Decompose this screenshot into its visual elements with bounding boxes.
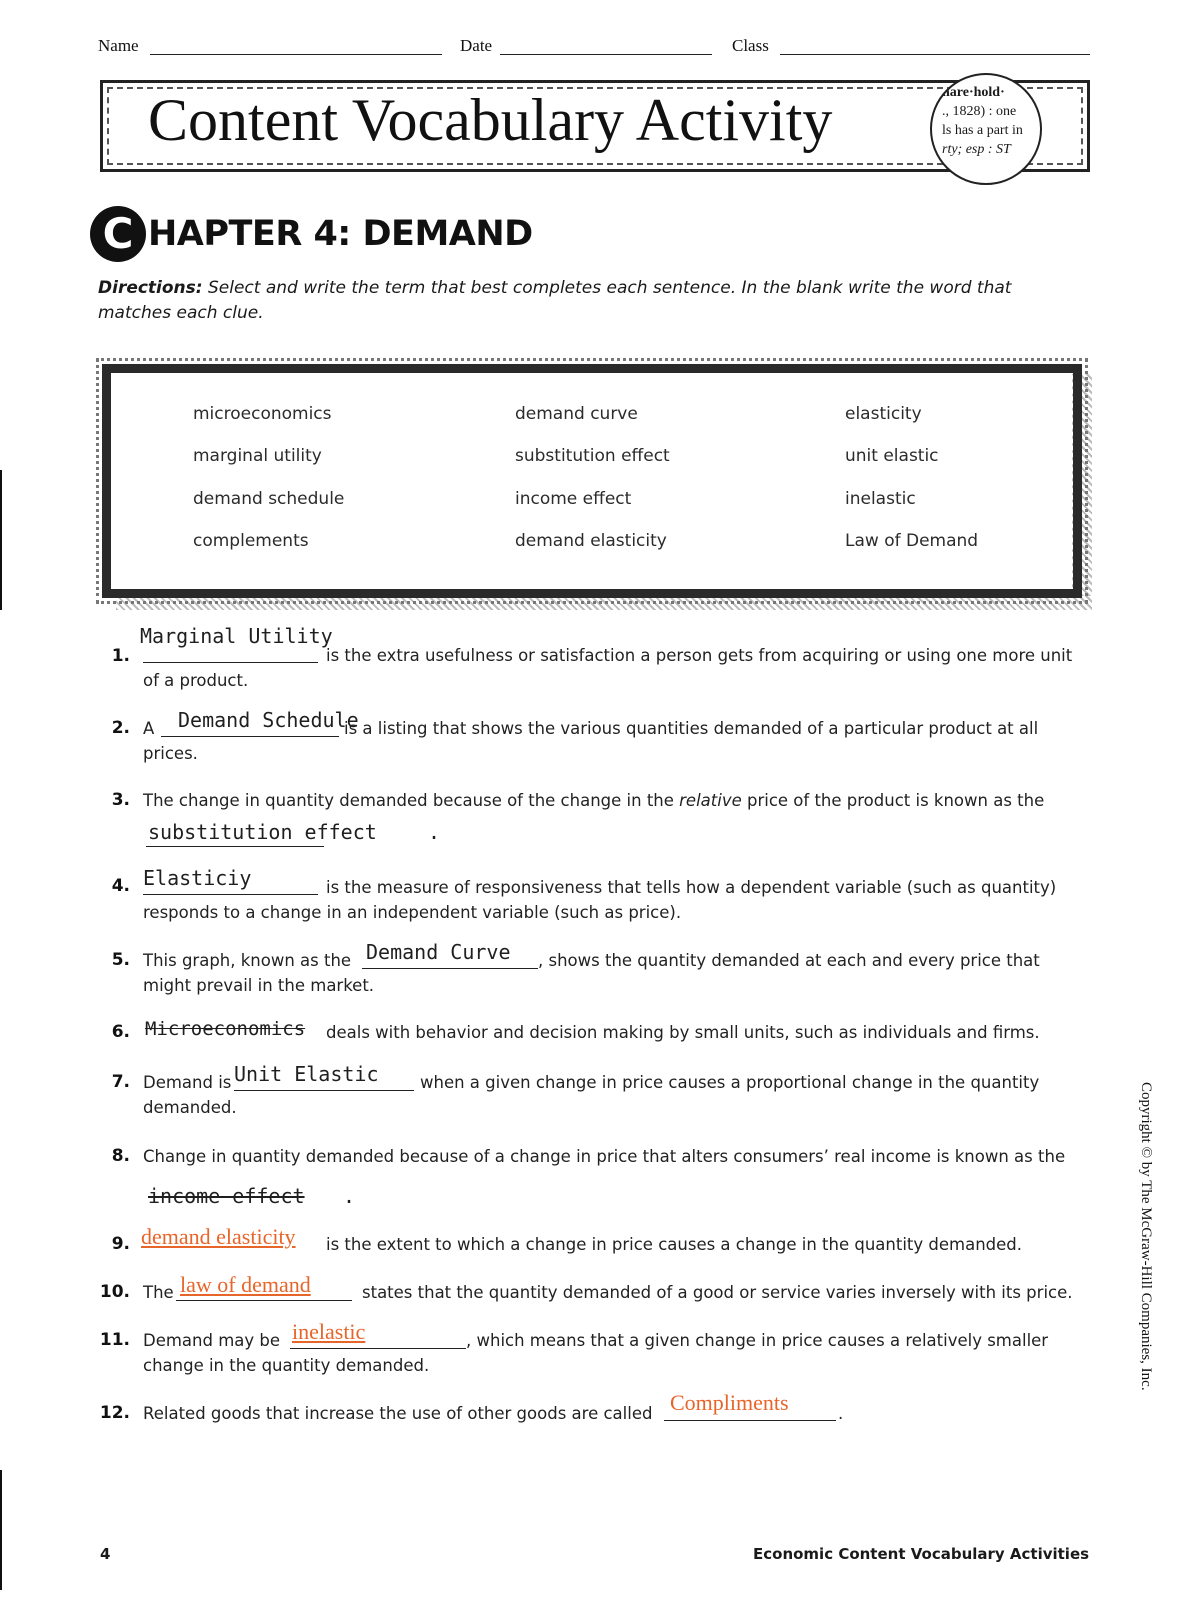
answer-blank-11[interactable] — [290, 1348, 466, 1349]
question-text: Change in quantity demanded because of a change in price that alters consumers’ real income is known as the — [143, 1147, 1066, 1166]
question-number: 11. — [99, 1330, 130, 1350]
word-bank-term: elasticity — [845, 404, 922, 424]
answer-10[interactable]: law of demand — [180, 1272, 311, 1297]
question-text: is a listing that shows the various quantities demanded of a particular product at all — [344, 719, 1039, 738]
answer-blank-10[interactable] — [176, 1300, 352, 1301]
question-text: demanded. — [143, 1098, 237, 1117]
question-text-part: The change in quantity demanded because of the change in the — [143, 791, 680, 810]
word-bank-term: demand curve — [515, 404, 638, 424]
page-number: 4 — [100, 1545, 111, 1563]
directions-text: Select and write the term that best completes each sentence. In the blank write the word that matches each clue. — [98, 278, 1012, 323]
directions — [98, 276, 1088, 326]
question-end-punct: . — [343, 1184, 356, 1208]
question-text: prices. — [143, 744, 198, 763]
question-number: 2. — [111, 718, 130, 738]
margin-mark — [0, 1470, 2, 1590]
seal-line: rty; esp : ST — [942, 142, 1011, 157]
question-text: Demand may be — [143, 1331, 281, 1350]
seal-line: hare·hold· — [942, 85, 1005, 100]
answer-7[interactable]: Unit Elastic — [234, 1062, 379, 1086]
question-text: Demand is — [143, 1073, 232, 1092]
question-text — [143, 788, 1044, 813]
name-field[interactable] — [150, 54, 442, 55]
class-field[interactable] — [780, 54, 1090, 55]
question-number: 7. — [111, 1072, 130, 1092]
question-number: 6. — [111, 1022, 130, 1042]
word-bank-term: demand elasticity — [515, 531, 667, 551]
question-end-punct: . — [838, 1404, 844, 1423]
question-text-emphasis: relative — [679, 791, 742, 810]
word-bank-term: microeconomics — [193, 404, 332, 424]
answer-8[interactable]: income effect — [148, 1184, 305, 1208]
question-text: change in the quantity demanded. — [143, 1356, 430, 1375]
date-label: Date — [460, 36, 493, 55]
question-text: responds to a change in an independent variable (such as price). — [143, 903, 682, 922]
question-text: is the extent to which a change in price causes a change in the quantity demanded. — [326, 1235, 1023, 1254]
question-text: , which means that a given change in price causes a relatively smaller — [466, 1331, 1049, 1350]
answer-11[interactable]: inelastic — [292, 1319, 366, 1344]
answer-3[interactable]: substitution effect — [148, 820, 377, 844]
question-number: 4. — [111, 876, 130, 896]
answer-blank-12[interactable] — [664, 1420, 836, 1421]
word-bank-term: complements — [193, 531, 309, 551]
margin-mark — [0, 470, 2, 610]
answer-6[interactable]: Microeconomics — [145, 1018, 306, 1040]
question-number: 9. — [111, 1234, 130, 1254]
seal-line: ls has a part in — [942, 123, 1023, 138]
word-bank-term: substitution effect — [515, 446, 670, 466]
answer-12[interactable]: Compliments — [670, 1390, 789, 1415]
question-text: of a product. — [143, 671, 249, 690]
answer-blank-3[interactable] — [146, 846, 324, 847]
question-text: The — [143, 1283, 174, 1302]
question-text: when a given change in price causes a proportional change in the quantity — [420, 1073, 1040, 1092]
question-text-part: price of the product is known as the — [741, 791, 1045, 810]
word-bank-term: unit elastic — [845, 446, 939, 466]
answer-1[interactable]: Marginal Utility — [140, 624, 333, 648]
question-text: Related goods that increase the use of other goods are called — [143, 1404, 653, 1423]
copyright-notice: Copyright © by The McGraw-Hill Companies, Inc. — [1138, 1082, 1154, 1391]
word-bank-term: demand schedule — [193, 489, 345, 509]
question-text: might prevail in the market. — [143, 976, 375, 995]
class-label: Class — [732, 36, 769, 55]
seal-line: ., 1828) : one — [942, 104, 1017, 119]
answer-5[interactable]: Demand Curve — [366, 940, 511, 964]
word-bank — [102, 364, 1082, 598]
question-text: This graph, known as the — [143, 951, 352, 970]
question-number: 8. — [111, 1146, 130, 1166]
question-text: states that the quantity demanded of a good or service varies inversely with its price. — [362, 1283, 1073, 1302]
answer-4[interactable]: Elasticiy — [143, 866, 252, 890]
word-bank-term: Law of Demand — [845, 531, 979, 551]
dictionary-seal — [930, 73, 1042, 185]
chapter-title: HAPTER 4: DEMAND — [148, 214, 533, 254]
answer-2[interactable]: Demand Schedule — [178, 708, 359, 732]
question-text: , shows the quantity demanded at each and every price that — [538, 951, 1040, 970]
book-title: Economic Content Vocabulary Activities — [753, 1545, 1090, 1563]
question-text: A — [143, 719, 155, 738]
question-number: 1. — [111, 646, 130, 666]
word-bank-shadow-bottom — [116, 596, 1092, 610]
word-bank-term: marginal utility — [193, 446, 322, 466]
directions-label: Directions: — [98, 278, 203, 298]
answer-blank-1[interactable] — [143, 662, 318, 663]
question-text: is the measure of responsiveness that tells how a dependent variable (such as quantity) — [326, 878, 1057, 897]
word-bank-term: income effect — [515, 489, 632, 509]
answer-blank-4[interactable] — [143, 894, 318, 895]
question-text: deals with behavior and decision making by small units, such as individuals and firms. — [326, 1023, 1040, 1042]
question-number: 3. — [111, 790, 130, 810]
answer-blank-2[interactable] — [161, 736, 339, 737]
page-title: Content Vocabulary Activity — [148, 87, 833, 153]
question-number: 10. — [99, 1282, 130, 1302]
chapter-initial-badge: C — [90, 206, 146, 262]
question-number: 5. — [111, 950, 130, 970]
date-field[interactable] — [500, 54, 712, 55]
question-number: 12. — [99, 1403, 130, 1423]
answer-9[interactable]: demand elasticity — [141, 1224, 296, 1249]
answer-blank-5[interactable] — [362, 968, 538, 969]
answer-blank-7[interactable] — [234, 1090, 414, 1091]
word-bank-term: inelastic — [845, 489, 916, 509]
name-label: Name — [98, 36, 139, 55]
question-text: is the extra usefulness or satisfaction a person gets from acquiring or using one more unit — [326, 646, 1073, 665]
question-end-punct: . — [428, 820, 441, 844]
